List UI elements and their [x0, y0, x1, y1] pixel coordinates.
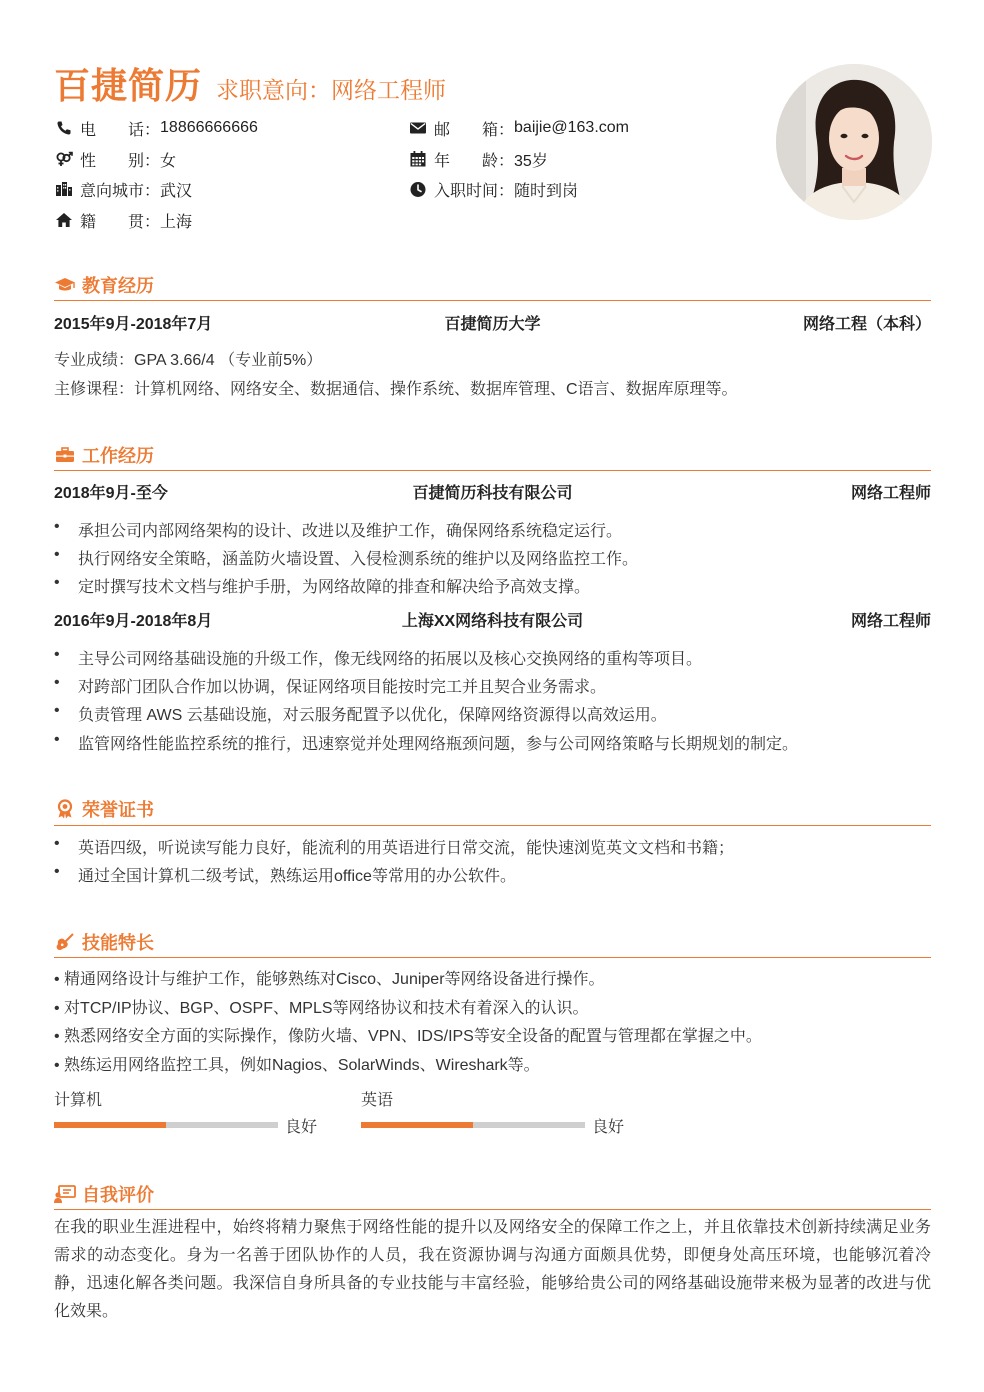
skills-title: 技能特长 [82, 933, 154, 953]
job-intent: 求职意向：网络工程师 [216, 77, 447, 103]
job-1-role: 网络工程师 [850, 485, 931, 502]
evaluation-title: 自我评价 [82, 1185, 154, 1205]
info-gender [54, 147, 176, 171]
education-courses: 主修课程：计算机网络、网络安全、数据通信、操作系统、数据库管理、C语言、数据库原理等。 [54, 381, 738, 398]
education-divider [54, 300, 931, 301]
job-1-item-1: • 承担公司内部网络架构的设计、改进以及维护工作，确保网络系统稳定运行。 [54, 518, 623, 540]
education-row [54, 311, 931, 334]
age-label: 年 龄： [434, 152, 515, 170]
evaluation-divider [54, 1209, 931, 1210]
onboard-value: 随时到岗 [514, 182, 579, 200]
job-row-2 [54, 608, 931, 631]
job-2-item-2: • 对跨部门团队合作加以协调，保证网络项目能按时完工并且契合业务需求。 [54, 674, 607, 696]
skill-item-2: • 对TCP/IP协议、BGP、OSPF、MPLS等网络协议和技术有着深入的认识。 [54, 1000, 589, 1017]
job-2-role: 网络工程师 [850, 613, 931, 630]
skill-level-2-bar [361, 1122, 585, 1128]
award-medal-icon [54, 798, 76, 820]
job-2-item-1-text: 主导公司网络基础设施的升级工作，像无线网络的拓展以及核心交换网络的重构等项目。 [78, 651, 703, 668]
job-2-item-3-text: 负责管理 AWS 云基础设施，对云服务配置予以优化，保障网络资源得以高效运用。 [78, 707, 667, 724]
info-phone [54, 116, 258, 140]
job-row-1 [54, 480, 931, 503]
phone-icon [54, 118, 74, 138]
gender-icon [54, 149, 74, 169]
skill-level-2-name: 英语 [361, 1092, 394, 1109]
candidate-name: 百捷简历 [54, 65, 203, 106]
education-title: 教育经历 [82, 276, 154, 296]
honors-title: 荣誉证书 [82, 800, 154, 820]
onboard-label: 入职时间： [434, 182, 515, 200]
skill-level-1-fill [54, 1122, 166, 1128]
skill-item-3: • 熟悉网络安全方面的实际操作，像防火墙、VPN、IDS/IPS等安全设备的配置与管理都在掌握之中。 [54, 1028, 762, 1045]
job-1-item-3-text: 定时撰写技术文档与维护手册，为网络故障的排查和解决给予高效支撑。 [78, 579, 591, 596]
briefcase-icon [54, 444, 76, 466]
origin-value: 上海 [160, 213, 193, 231]
city-icon [54, 179, 74, 199]
skill-level-1-name: 计算机 [54, 1092, 103, 1109]
job-1-item-3: • 定时撰写技术文档与维护手册，为网络故障的排查和解决给予高效支撑。 [54, 574, 591, 596]
skill-item-4: • 熟练运用网络监控工具，例如Nagios、SolarWinds、Wireshark等。 [54, 1057, 540, 1074]
education-major: 网络工程（本科） [802, 316, 931, 333]
evaluation-text: 在我的职业生涯进程中，始终将精力聚焦于网络性能的提升以及网络安全的保障工作之上，并且依靠技术创新持续满足业务需求的动态变化。身为一名善于团队协作的人员，我在资源协调与沟通方面颇具优势，即便身处高压环境，也能够沉着冷静，迅速化解各类问题。我深信自身所具备的专业技能与丰富经验，能够给贵公司的网络基础设施带来极为显著的改进与优化效果。 [54, 1219, 931, 1320]
email-label: 邮 箱： [434, 121, 515, 139]
info-email [408, 116, 629, 140]
calendar-icon [408, 149, 428, 169]
info-onboard [408, 177, 578, 201]
honor-item-2-text: 通过全国计算机二级考试，熟练运用office等常用的办公软件。 [78, 868, 516, 885]
honor-item-1-text: 英语四级，听说读写能力良好，能流利的用英语进行日常交流，能快速浏览英文文档和书籍； [78, 840, 735, 857]
honor-item-2: • 通过全国计算机二级考试，熟练运用office等常用的办公软件。 [54, 863, 516, 885]
skills-divider [54, 957, 931, 958]
job-2-item-4-text: 监管网络性能监控系统的推行，迅速察觉并处理网络瓶颈问题，参与公司网络策略与长期规划的制定。 [78, 736, 799, 753]
job-2-company: 上海XX网络科技有限公司 [401, 613, 584, 630]
job-1-item-1-text: 承担公司内部网络架构的设计、改进以及维护工作，确保网络系统稳定运行。 [78, 523, 623, 540]
job-2-item-1: • 主导公司网络基础设施的升级工作，像无线网络的拓展以及核心交换网络的重构等项目。 [54, 646, 703, 668]
job-1-period: 2018年9月-至今 [54, 485, 168, 502]
profile-photo [776, 64, 932, 220]
portrait-illustration [776, 64, 932, 220]
honors-section-title [54, 796, 154, 822]
honors-divider [54, 825, 931, 826]
job-1-company: 百捷简历科技有限公司 [412, 485, 573, 502]
clock-icon [408, 179, 428, 199]
education-school: 百捷简历大学 [444, 316, 541, 333]
skill-level-1-value: 良好 [285, 1119, 318, 1136]
work-divider [54, 470, 931, 471]
phone-label: 电 话： [80, 121, 161, 139]
job-2-period: 2016年9月-2018年8月 [54, 613, 213, 630]
email-icon [408, 118, 428, 138]
home-icon [54, 210, 74, 230]
skills-section-title [54, 929, 154, 955]
origin-label: 籍 贯： [80, 213, 161, 231]
evaluation-section-title [54, 1181, 154, 1207]
job-2-item-4: • 监管网络性能监控系统的推行，迅速察觉并处理网络瓶颈问题，参与公司网络策略与长期规划的制定。 [54, 731, 799, 753]
education-section-title [54, 272, 154, 298]
graduation-cap-icon [54, 274, 76, 296]
education-period: 2015年9月-2018年7月 [54, 316, 213, 333]
job-2-item-3: • 负责管理 AWS 云基础设施，对云服务配置予以优化，保障网络资源得以高效运用。 [54, 702, 667, 724]
job-1-item-2: • 执行网络安全策略，涵盖防火墙设置、入侵检测系统的维护以及网络监控工作。 [54, 546, 639, 568]
phone-value: 18866666666 [160, 119, 258, 136]
info-age [408, 147, 548, 171]
education-gpa: 专业成绩：GPA 3.66/4 （专业前5%） [54, 352, 323, 369]
presentation-icon [54, 1183, 76, 1205]
gender-value: 女 [160, 152, 177, 170]
resume-header [54, 58, 446, 109]
skill-level-2-fill [361, 1122, 473, 1128]
skill-item-1: • 精通网络设计与维护工作，能够熟练对Cisco、Juniper等网络设备进行操作。 [54, 971, 605, 988]
job-2-item-2-text: 对跨部门团队合作加以协调，保证网络项目能按时完工并且契合业务需求。 [78, 679, 607, 696]
work-section-title [54, 442, 154, 468]
age-value: 35岁 [514, 152, 548, 170]
skill-level-2-value: 良好 [592, 1119, 625, 1136]
city-label: 意向城市： [80, 182, 161, 200]
job-1-item-2-text: 执行网络安全策略，涵盖防火墙设置、入侵检测系统的维护以及网络监控工作。 [78, 551, 639, 568]
email-value: baijie@163.com [514, 119, 629, 136]
honor-item-1: • 英语四级，听说读写能力良好，能流利的用英语进行日常交流，能快速浏览英文文档和书籍； [54, 835, 735, 857]
work-title: 工作经历 [82, 446, 154, 466]
info-city [54, 177, 192, 201]
guitar-icon [54, 931, 76, 953]
skill-level-1-bar [54, 1122, 278, 1128]
city-value: 武汉 [160, 182, 193, 200]
gender-label: 性 别： [80, 152, 161, 170]
info-origin [54, 208, 192, 232]
